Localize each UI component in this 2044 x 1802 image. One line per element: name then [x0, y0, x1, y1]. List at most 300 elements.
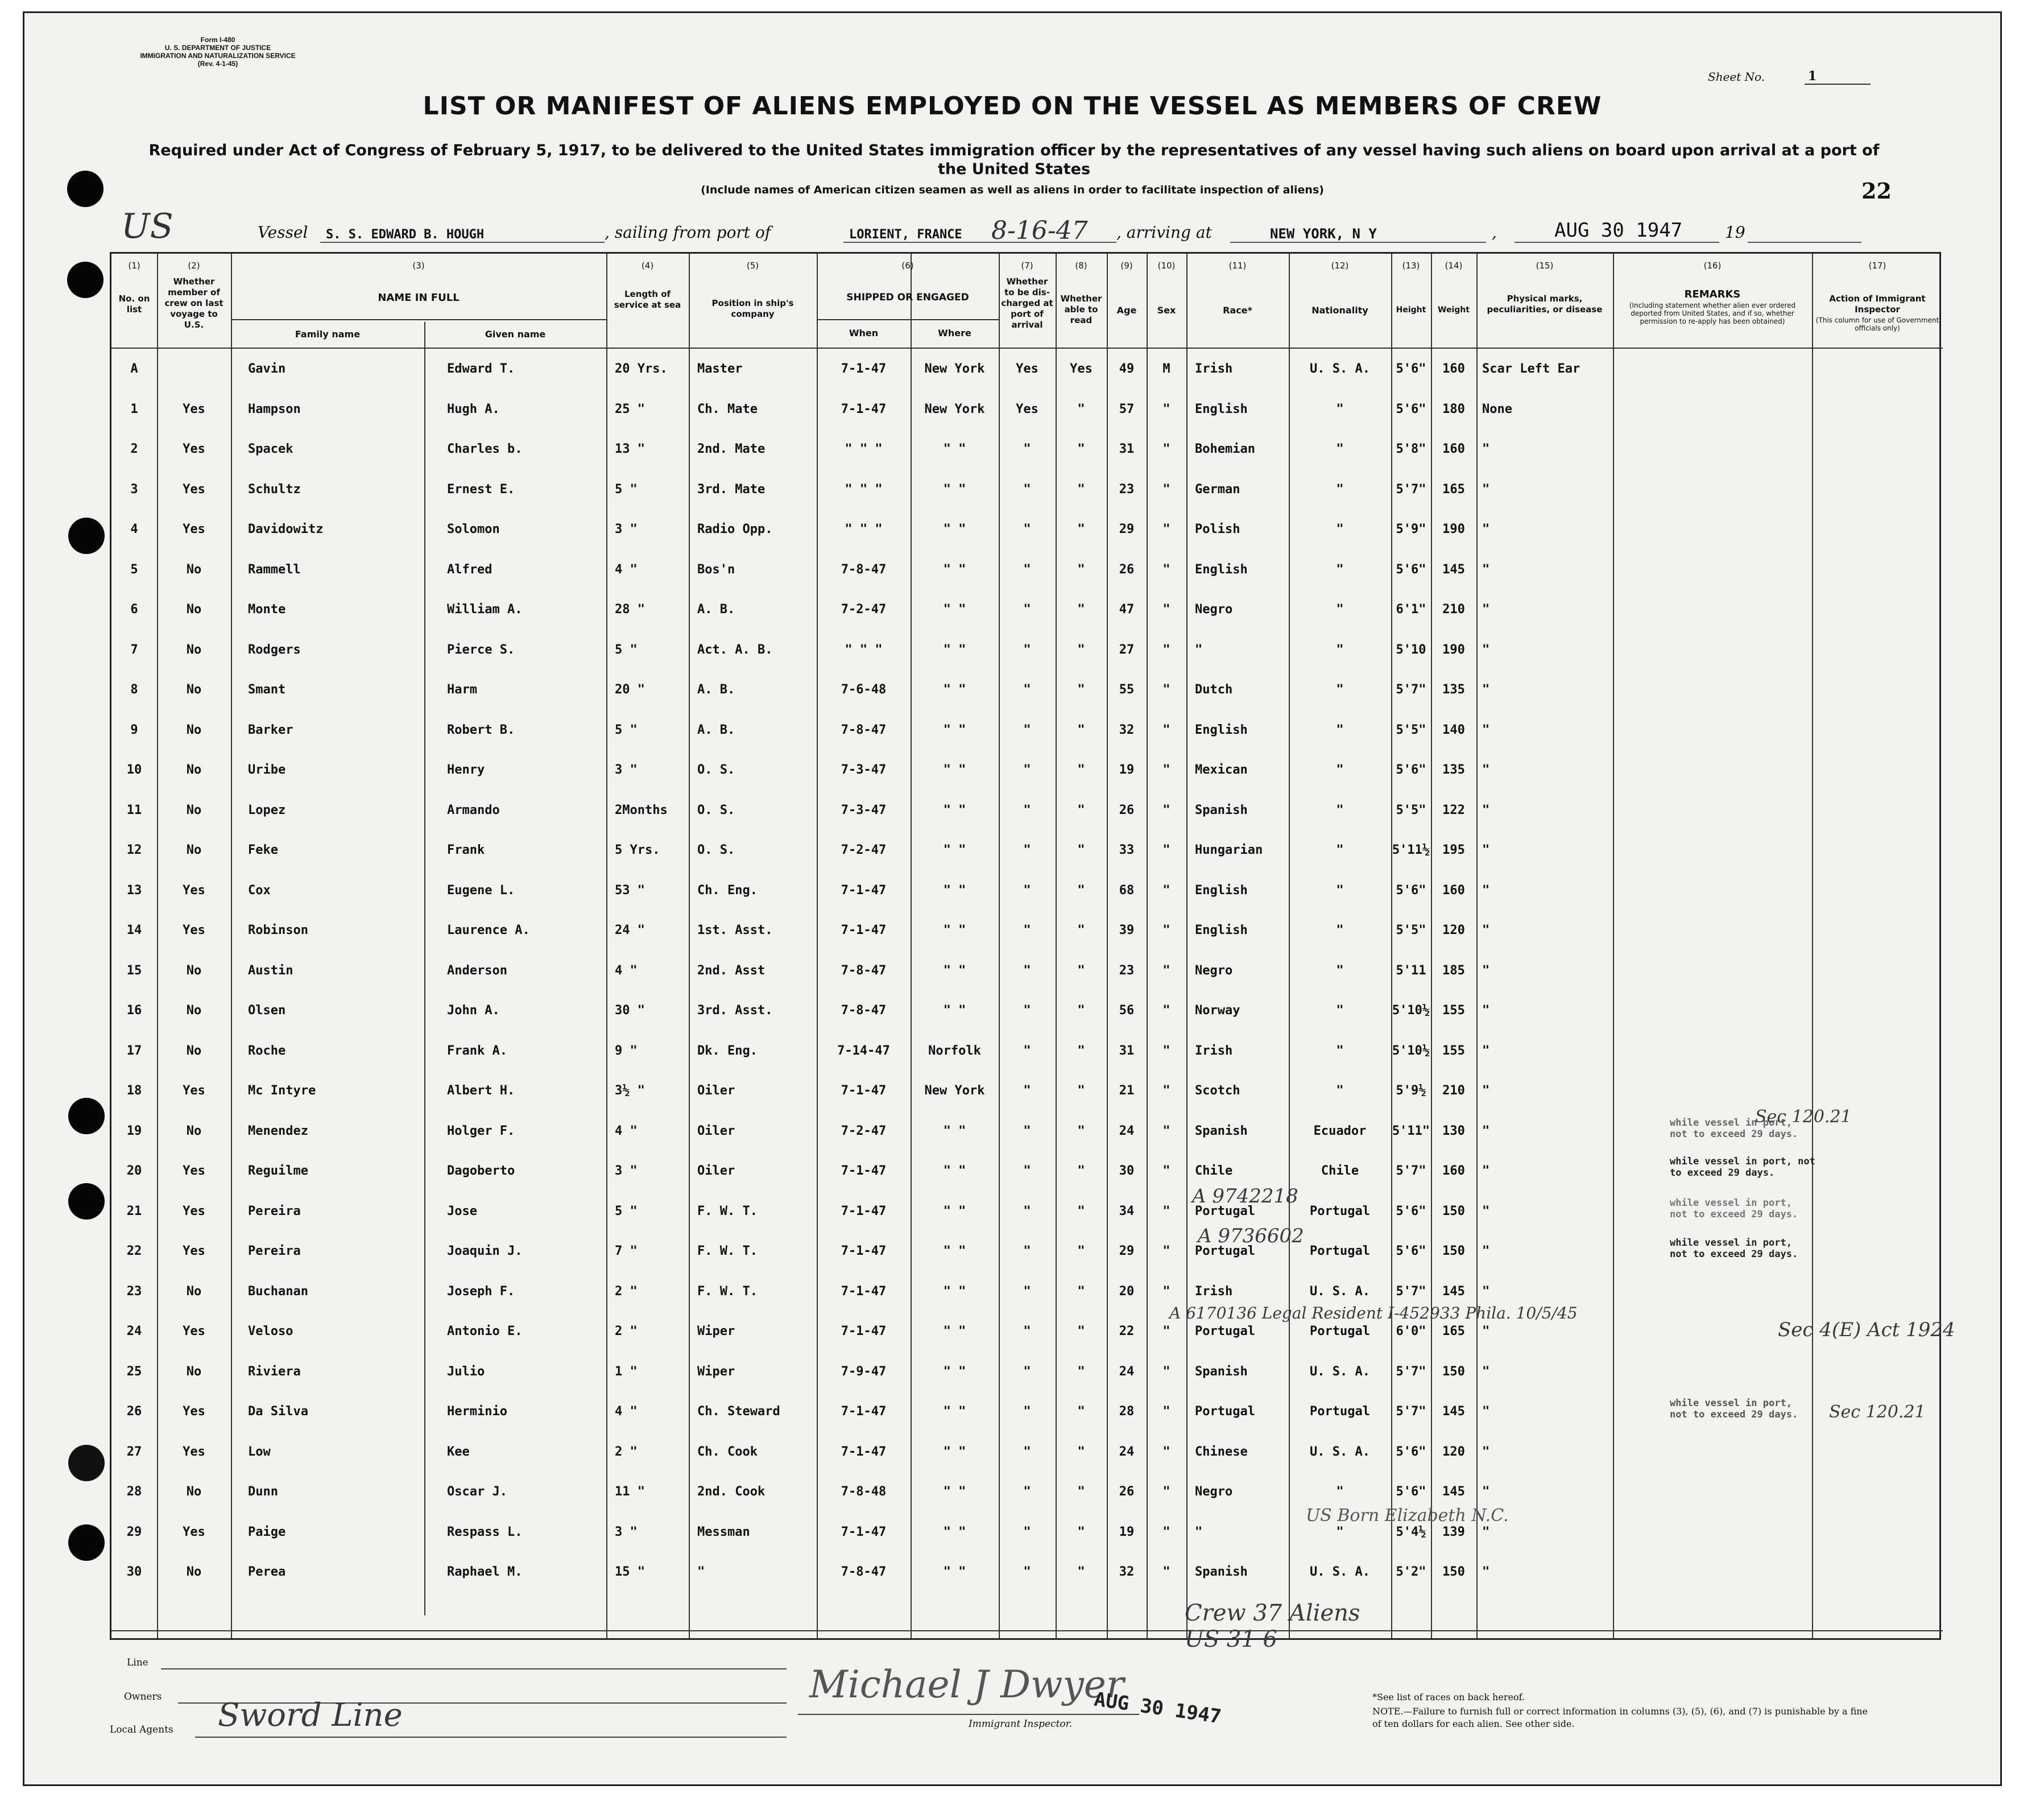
cell-race: Mexican: [1195, 763, 1248, 777]
cell-disch: ": [1023, 1164, 1031, 1178]
header-action: Action of Immigrant Inspector: [1829, 294, 1926, 315]
cell-given: Dagoberto: [447, 1164, 515, 1178]
cell-sex: ": [1162, 722, 1170, 737]
cell-weight: 180: [1442, 402, 1465, 416]
cell-family: Cox: [248, 883, 271, 898]
cell-marks: ": [1482, 1164, 1490, 1178]
cell-where: " ": [943, 923, 966, 937]
column-rule: [1289, 254, 1290, 1638]
cell-when: 7-1-47: [841, 1444, 887, 1459]
cell-where: " ": [943, 1364, 966, 1379]
cell-read: ": [1077, 963, 1085, 978]
cell-member: No: [186, 1565, 202, 1579]
cell-marks: ": [1482, 1043, 1490, 1058]
cell-sex: ": [1162, 1485, 1170, 1499]
sailing-label: , sailing from port of: [605, 223, 771, 242]
cell-family: Uribe: [248, 763, 286, 777]
cell-when: 7-6-48: [841, 683, 887, 697]
cell-position: O. S.: [697, 763, 735, 777]
cell-sex: ": [1162, 683, 1170, 697]
cell-height: 5'9½: [1396, 1084, 1426, 1098]
cell-age: 29: [1119, 1244, 1135, 1258]
cell-no: 6: [130, 602, 138, 617]
cell-where: " ": [943, 562, 966, 577]
cell-disch: ": [1023, 602, 1031, 617]
cell-read: ": [1077, 642, 1085, 657]
cell-age: 26: [1119, 562, 1135, 577]
cell-age: 26: [1119, 1485, 1135, 1499]
cell-position: Bos'n: [697, 562, 735, 577]
cell-sex: ": [1162, 642, 1170, 657]
cell-service: 3 ": [615, 522, 638, 536]
cell-position: Messman: [697, 1524, 750, 1539]
cell-age: 32: [1119, 1565, 1135, 1579]
cell-marks: ": [1482, 642, 1490, 657]
cell-race: Negro: [1195, 602, 1233, 617]
cell-service: 13 ": [615, 442, 645, 456]
cell-position: A. B.: [697, 722, 735, 737]
cell-member: Yes: [183, 402, 205, 416]
cell-position: 2nd. Asst: [697, 963, 766, 978]
cell-position: Radio Opp.: [697, 522, 773, 536]
cell-given: Albert H.: [447, 1084, 515, 1098]
cell-nat: ": [1336, 442, 1344, 456]
cell-service: 2 ": [615, 1444, 638, 1459]
cell-nat: U. S. A.: [1310, 362, 1370, 376]
cell-age: 31: [1119, 1043, 1135, 1058]
cell-where: " ": [943, 1524, 966, 1539]
cell-sex: ": [1162, 1003, 1170, 1018]
cell-service: 5 ": [615, 722, 638, 737]
cell-service: 5 Yrs.: [615, 843, 660, 857]
cell-family: Pereira: [248, 1244, 301, 1258]
cell-read: ": [1077, 1084, 1085, 1098]
column-number: (11): [1228, 261, 1247, 271]
sailing-date: 8-16-47: [991, 216, 1088, 245]
cell-marks: ": [1482, 883, 1490, 898]
cell-weight: 145: [1442, 1485, 1465, 1499]
cell-marks: ": [1482, 1003, 1490, 1018]
cell-nat: ": [1336, 963, 1344, 978]
cell-marks: ": [1482, 843, 1490, 857]
cell-position: 2nd. Cook: [697, 1485, 766, 1499]
cell-race: German: [1195, 482, 1240, 497]
cell-marks: ": [1482, 562, 1490, 577]
header-physical-marks: Physical marks, peculiarities, or disease: [1487, 294, 1603, 315]
cell-when: " " ": [845, 482, 883, 497]
cell-nat: U. S. A.: [1310, 1284, 1370, 1299]
cell-age: 47: [1119, 602, 1135, 617]
cell-when: 7-1-47: [841, 362, 887, 376]
annotation-remark-22: while vessel in port, not to exceed 29 days.: [1670, 1237, 1798, 1260]
cell-read: ": [1077, 402, 1085, 416]
cell-race: Portugal: [1195, 1244, 1255, 1258]
cell-height: 5'5": [1396, 722, 1426, 737]
cell-no: 19: [126, 1123, 142, 1138]
cell-race: English: [1195, 923, 1248, 937]
cell-nat: U. S. A.: [1310, 1364, 1370, 1379]
cell-given: Joseph F.: [447, 1284, 515, 1299]
cell-sex: ": [1162, 1164, 1170, 1178]
cell-age: 30: [1119, 1164, 1135, 1178]
cell-weight: 190: [1442, 522, 1465, 536]
cell-where: " ": [943, 482, 966, 497]
cell-marks: ": [1482, 1485, 1490, 1499]
cell-no: 17: [126, 1043, 142, 1058]
cell-nat: ": [1336, 602, 1344, 617]
cell-age: 32: [1119, 722, 1135, 737]
header-weight: Weight: [1438, 305, 1470, 315]
cell-nat: Portugal: [1310, 1404, 1370, 1419]
cell-no: 28: [126, 1485, 142, 1499]
cell-position: F. W. T.: [697, 1244, 758, 1258]
cell-height: 5'10: [1396, 642, 1426, 657]
cell-service: 3½ ": [615, 1084, 645, 1098]
column-number: (13): [1402, 261, 1420, 271]
cell-where: " ": [943, 963, 966, 978]
cell-height: 6'0": [1396, 1324, 1426, 1338]
column-rule: [1613, 254, 1614, 1638]
cell-age: 26: [1119, 803, 1135, 817]
cell-when: 7-2-47: [841, 843, 887, 857]
inspector-label: Immigrant Inspector.: [969, 1718, 1073, 1730]
page-number: 22: [1861, 178, 1892, 204]
year-label: 19: [1725, 223, 1745, 242]
cell-service: 2 ": [615, 1284, 638, 1299]
cell-race: Portugal: [1195, 1324, 1255, 1338]
manifest-sheet: [23, 11, 2002, 1786]
cell-when: 7-1-47: [841, 1164, 887, 1178]
cell-marks: ": [1482, 522, 1490, 536]
cell-height: 5'11½: [1392, 843, 1430, 857]
cell-no: 26: [126, 1404, 142, 1419]
cell-where: " ": [943, 1284, 966, 1299]
cell-no: 10: [126, 763, 142, 777]
cell-no: 8: [130, 683, 138, 697]
cell-position: Ch. Steward: [697, 1404, 780, 1419]
cell-sex: ": [1162, 602, 1170, 617]
cell-marks: ": [1482, 1364, 1490, 1379]
cell-age: 33: [1119, 843, 1135, 857]
header-able-read: Whether able to read: [1060, 294, 1102, 325]
cell-given: Julio: [447, 1364, 485, 1379]
header-shipped-engaged: SHIPPED OR ENGAGED: [846, 292, 969, 303]
cell-race: Spanish: [1195, 1364, 1248, 1379]
cell-race: Spanish: [1195, 1565, 1248, 1579]
cell-position: Ch. Eng.: [697, 883, 758, 898]
cell-weight: 150: [1442, 1565, 1465, 1579]
cell-member: Yes: [183, 1204, 205, 1218]
cell-when: 7-3-47: [841, 803, 887, 817]
cell-position: Ch. Cook: [697, 1444, 758, 1459]
cell-marks: ": [1482, 1244, 1490, 1258]
cell-where: " ": [943, 1204, 966, 1218]
cell-weight: 140: [1442, 722, 1465, 737]
cell-disch: Yes: [1016, 402, 1038, 416]
cell-family: Da Silva: [248, 1404, 308, 1419]
cell-sex: ": [1162, 482, 1170, 497]
cell-member: No: [186, 1043, 202, 1058]
column-rule: [606, 254, 607, 1638]
cell-read: ": [1077, 522, 1085, 536]
cell-height: 5'7": [1396, 1404, 1426, 1419]
column-rule: [1107, 254, 1108, 1638]
cell-service: 15 ": [615, 1565, 645, 1579]
cell-family: Reguilme: [248, 1164, 308, 1178]
inspector-signature: Michael J Dwyer: [809, 1663, 1124, 1706]
header-remarks-sub: (Including statement whether alien ever ordered deported from United States, and if so, whether permission to re-apply has been obtained): [1629, 301, 1796, 325]
cell-weight: 165: [1442, 482, 1465, 497]
cell-read: ": [1077, 442, 1085, 456]
cell-race: English: [1195, 883, 1248, 898]
cell-when: 7-1-47: [841, 883, 887, 898]
cell-given: Eugene L.: [447, 883, 515, 898]
cell-service: 20 Yrs.: [615, 362, 668, 376]
cell-weight: 210: [1442, 602, 1465, 617]
cell-family: Davidowitz: [248, 522, 324, 536]
cell-sex: ": [1162, 1324, 1170, 1338]
header-height: Height: [1396, 305, 1426, 315]
cell-disch: ": [1023, 1043, 1031, 1058]
cell-disch: ": [1023, 683, 1031, 697]
cell-no: 24: [126, 1324, 142, 1338]
cell-given: William A.: [447, 602, 523, 617]
column-number: (7): [1021, 261, 1033, 271]
column-rule: [999, 254, 1000, 1638]
cell-marks: ": [1482, 722, 1490, 737]
cell-family: Riviera: [248, 1364, 301, 1379]
column-rule: [1147, 254, 1148, 1638]
column-number: (2): [188, 261, 200, 271]
cell-service: 9 ": [615, 1043, 638, 1058]
cell-where: " ": [943, 442, 966, 456]
cell-no: 21: [126, 1204, 142, 1218]
cell-member: No: [186, 562, 202, 577]
cell-nat: ": [1336, 683, 1344, 697]
cell-height: 5'6": [1396, 1204, 1426, 1218]
cell-service: 28 ": [615, 602, 645, 617]
cell-height: 5'6": [1396, 362, 1426, 376]
cell-where: New York: [924, 1084, 985, 1098]
cell-service: 4 ": [615, 963, 638, 978]
cell-when: 7-1-47: [841, 1244, 887, 1258]
cell-weight: 145: [1442, 562, 1465, 577]
cell-when: 7-1-47: [841, 1524, 887, 1539]
cell-disch: ": [1023, 442, 1031, 456]
cell-age: 29: [1119, 522, 1135, 536]
annotation-remark-19: while vessel in port, not to exceed 29 days.: [1670, 1117, 1798, 1140]
column-rule: [1431, 254, 1432, 1638]
cell-weight: 145: [1442, 1404, 1465, 1419]
cell-no: 13: [126, 883, 142, 898]
annotation-hand-24-action: Sec 4(E) Act 1924: [1778, 1319, 1955, 1341]
cell-race: Negro: [1195, 963, 1233, 978]
cell-read: ": [1077, 1003, 1085, 1018]
cell-weight: 150: [1442, 1244, 1465, 1258]
cell-when: " " ": [845, 442, 883, 456]
cell-member: No: [186, 1123, 202, 1138]
cell-height: 5'11": [1392, 1123, 1430, 1138]
header-sex: Sex: [1157, 305, 1176, 316]
annotation-hand-22: A 9736602: [1198, 1225, 1304, 1247]
column-number: (1): [128, 261, 140, 271]
cell-height: 5'5": [1396, 803, 1426, 817]
cell-nat: ": [1336, 522, 1344, 536]
cell-nat: Portugal: [1310, 1204, 1370, 1218]
cell-given: John A.: [447, 1003, 500, 1018]
cell-given: Ernest E.: [447, 482, 515, 497]
cell-member: Yes: [183, 1084, 205, 1098]
cell-member: No: [186, 722, 202, 737]
cell-sex: ": [1162, 843, 1170, 857]
cell-age: 23: [1119, 963, 1135, 978]
cell-when: 7-8-47: [841, 1565, 887, 1579]
cell-height: 5'7": [1396, 1164, 1426, 1178]
cell-no: A: [130, 362, 138, 376]
header-age: Age: [1116, 305, 1137, 316]
cell-weight: 135: [1442, 683, 1465, 697]
cell-race: Spanish: [1195, 1123, 1248, 1138]
cell-given: Laurence A.: [447, 923, 530, 937]
cell-member: Yes: [183, 522, 205, 536]
cell-disch: ": [1023, 1524, 1031, 1539]
cell-disch: ": [1023, 1565, 1031, 1579]
cell-sex: ": [1162, 1284, 1170, 1299]
cell-where: " ": [943, 1123, 966, 1138]
cell-no: 20: [126, 1164, 142, 1178]
cell-race: Irish: [1195, 1043, 1233, 1058]
cell-height: 5'8": [1396, 442, 1426, 456]
cell-given: Raphael M.: [447, 1565, 523, 1579]
annotation-remark-26: while vessel in port, not to exceed 29 days.: [1670, 1398, 1798, 1420]
cell-position: A. B.: [697, 683, 735, 697]
cell-height: 5'7": [1396, 1364, 1426, 1379]
cell-sex: ": [1162, 562, 1170, 577]
cell-age: 23: [1119, 482, 1135, 497]
cell-marks: ": [1482, 923, 1490, 937]
cell-race: English: [1195, 562, 1248, 577]
cell-position: Act. A. B.: [697, 642, 773, 657]
cell-weight: 120: [1442, 923, 1465, 937]
cell-service: 11 ": [615, 1485, 645, 1499]
cell-no: 5: [130, 562, 138, 577]
cell-race: ": [1195, 1524, 1203, 1539]
cell-age: 19: [1119, 763, 1135, 777]
cell-read: ": [1077, 883, 1085, 898]
cell-nat: ": [1336, 722, 1344, 737]
cell-nat: ": [1336, 1084, 1344, 1098]
cell-race: Negro: [1195, 1485, 1233, 1499]
cell-weight: 130: [1442, 1123, 1465, 1138]
cell-nat: ": [1336, 883, 1344, 898]
cell-weight: 160: [1442, 362, 1465, 376]
revision: (Rev. 4-1-45): [197, 60, 238, 68]
cell-when: " " ": [845, 642, 883, 657]
column-rule: [1186, 254, 1187, 1638]
cell-position: O. S.: [697, 803, 735, 817]
cell-no: 15: [126, 963, 142, 978]
cell-height: 5'4½: [1396, 1524, 1426, 1539]
cell-service: 30 ": [615, 1003, 645, 1018]
department: U. S. DEPARTMENT OF JUSTICE: [164, 44, 271, 52]
header-discharged: Whether to be dis-charged at port of arrival: [1001, 276, 1053, 330]
cell-sex: ": [1162, 763, 1170, 777]
cell-height: 5'9": [1396, 522, 1426, 536]
column-number: (5): [746, 261, 759, 271]
cell-given: Robert B.: [447, 722, 515, 737]
arriving-label: , arriving at: [1116, 223, 1212, 242]
cell-marks: ": [1482, 683, 1490, 697]
cell-height: 5'6": [1396, 1444, 1426, 1459]
cell-age: 34: [1119, 1204, 1135, 1218]
cell-given: Antonio E.: [447, 1324, 523, 1338]
cell-no: 7: [130, 642, 138, 657]
cell-race: English: [1195, 722, 1248, 737]
cell-read: ": [1077, 803, 1085, 817]
date-stamp: AUG 30 1947: [1093, 1688, 1223, 1729]
cell-family: Monte: [248, 602, 286, 617]
cell-when: 7-8-47: [841, 562, 887, 577]
form-number: Form I-480: [200, 36, 235, 44]
punch-hole: [68, 1524, 105, 1561]
cell-read: ": [1077, 683, 1085, 697]
cell-weight: 145: [1442, 1284, 1465, 1299]
cell-nat: ": [1336, 482, 1344, 497]
cell-where: " ": [943, 1164, 966, 1178]
cell-given: Holger F.: [447, 1123, 515, 1138]
cell-sex: ": [1162, 1123, 1170, 1138]
cell-height: 5'10½: [1392, 1003, 1430, 1018]
cell-member: No: [186, 1485, 202, 1499]
cell-disch: ": [1023, 1084, 1031, 1098]
cell-weight: 135: [1442, 763, 1465, 777]
cell-age: 57: [1119, 402, 1135, 416]
cell-read: ": [1077, 1444, 1085, 1459]
cell-race: Irish: [1195, 1284, 1233, 1299]
cell-weight: 165: [1442, 1324, 1465, 1338]
cell-weight: 210: [1442, 1084, 1465, 1098]
cell-family: Pereira: [248, 1204, 301, 1218]
cell-sex: ": [1162, 963, 1170, 978]
cell-weight: 190: [1442, 642, 1465, 657]
cell-marks: ": [1482, 803, 1490, 817]
cell-position: 3rd. Mate: [697, 482, 766, 497]
annotation-hand-26-action: Sec 120.21: [1829, 1402, 1926, 1422]
cell-age: 24: [1119, 1444, 1135, 1459]
cell-weight: 160: [1442, 1164, 1465, 1178]
cell-given: Edward T.: [447, 362, 515, 376]
cell-position: Oiler: [697, 1164, 735, 1178]
cell-member: Yes: [183, 1524, 205, 1539]
cell-weight: 122: [1442, 803, 1465, 817]
cell-read: ": [1077, 923, 1085, 937]
vessel-label: Vessel: [258, 223, 308, 242]
cell-race: Irish: [1195, 362, 1233, 376]
cell-sex: M: [1162, 362, 1170, 376]
header-when: When: [849, 328, 879, 338]
cell-sex: ": [1162, 1244, 1170, 1258]
cell-height: 5'6": [1396, 1485, 1426, 1499]
cell-where: " ": [943, 803, 966, 817]
cell-disch: ": [1023, 1204, 1031, 1218]
cell-when: 7-1-47: [841, 1284, 887, 1299]
cell-nat: ": [1336, 843, 1344, 857]
column-rule: [1391, 254, 1392, 1638]
cell-position: Oiler: [697, 1084, 735, 1098]
cell-family: Olsen: [248, 1003, 286, 1018]
cell-given: Alfred: [447, 562, 493, 577]
cell-member: Yes: [183, 883, 205, 898]
